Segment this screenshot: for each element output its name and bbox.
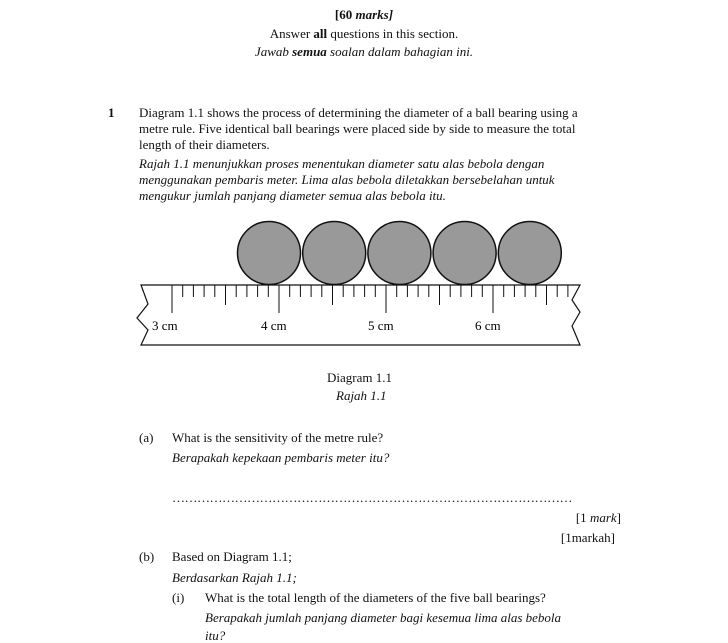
ruler-label: 5 cm [368, 318, 394, 333]
part-a-question: What is the sensitivity of the metre rule? [172, 430, 384, 445]
question-text: metre rule. Five identical ball bearings were placed side by side to measure the total [139, 121, 576, 136]
section-marks: [60 marks] [334, 7, 394, 22]
question-text-ms: Rajah 1.1 menunjukkan proses menentukan diameter satu alas bebola dengan [139, 156, 545, 171]
ball-bearing [498, 222, 561, 285]
mark-ms: [1markah] [560, 530, 615, 545]
question-text: Diagram 1.1 shows the process of determining the diameter of a ball bearing using a [139, 105, 578, 120]
question-text: length of their diameters. [139, 137, 270, 152]
instruction-en: Answer all questions in this section. [269, 26, 459, 41]
ball-bearing [303, 222, 366, 285]
part-b-sub-label: (i) [172, 590, 185, 605]
diagram-caption: Diagram 1.1 [327, 370, 392, 385]
part-b-sub-question-ms: Berapakah jumlah panjang diameter bagi kesemua lima alas bebola [205, 610, 562, 625]
part-a-label: (a) [139, 430, 154, 445]
part-b-sub-question: What is the total length of the diameters of the five ball bearings? [205, 590, 546, 605]
ruler-body [137, 285, 580, 345]
part-b-sub-question-ms-cont: itu? [205, 628, 226, 643]
diagram-caption-ms: Rajah 1.1 [336, 388, 387, 403]
ruler-label: 4 cm [261, 318, 287, 333]
ball-bearing [433, 222, 496, 285]
part-b-intro-ms: Berdasarkan Rajah 1.1; [172, 570, 297, 585]
ball-bearing [238, 222, 301, 285]
answer-line[interactable]: …………………………………………………………………………………… [172, 490, 572, 505]
part-b-intro: Based on Diagram 1.1; [172, 549, 292, 564]
question-number: 1 [108, 105, 115, 120]
question-text-ms: menggunakan pembaris meter. Lima alas bebola diletakkan bersebelahan untuk [139, 172, 555, 187]
ruler-label: 6 cm [475, 318, 501, 333]
part-b-label: (b) [139, 549, 155, 564]
ball-bearing [368, 222, 431, 285]
part-a-question-ms: Berapakah kepekaan pembaris meter itu? [172, 450, 390, 465]
instruction-ms: Jawab semua soalan dalam bahagian ini. [254, 44, 474, 59]
question-text-ms: mengukur jumlah panjang diameter semua alas bebola itu. [139, 188, 446, 203]
mark: [1 mark] [575, 510, 621, 525]
ruler-label: 3 cm [152, 318, 178, 333]
